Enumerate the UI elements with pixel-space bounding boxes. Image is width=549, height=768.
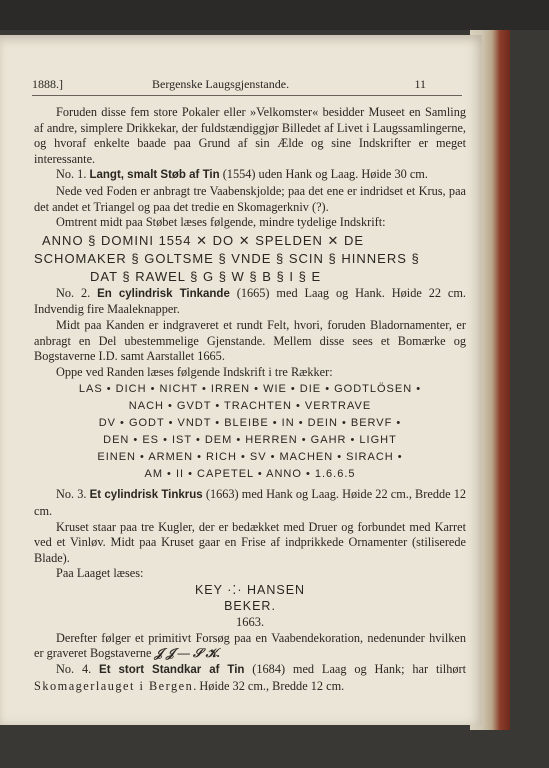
paragraph-shields: Nede ved Foden er anbragt tre Vaabenskjolde; paa det ene er indridset et Krus, paa det andet et Triangel og paa det tredie en Skomagerkniv (?). bbox=[34, 183, 466, 214]
paragraph-mug-description: Kruset staar paa tre Kugler, der er bedækket med Druer og forbundet med Karret ved et Vinløv. Midt paa Kruset gaar en Frise af indprikkede Ornamenter (stiliserede Blade). bbox=[34, 519, 466, 565]
item-4-title: Et stort Standkar af Tin bbox=[99, 664, 245, 677]
item-1-number: No. 1. bbox=[56, 167, 87, 182]
paragraph-rim-inscription-intro: Oppe ved Randen læses følgende Indskrift i tre Rækker: bbox=[56, 364, 333, 379]
paragraph-lid-intro: Paa Laaget læses: bbox=[56, 566, 144, 581]
inscription-3-line-3: 1663. bbox=[235, 614, 265, 629]
item-3-title: Et cylindrisk Tinkrus bbox=[89, 489, 203, 502]
inscription-1-line-3: DAT § RAWEL § G § W § B § I § E bbox=[90, 268, 322, 284]
item-4-details-b: . Høide 32 cm., Bredde 12 cm. bbox=[193, 678, 345, 693]
page-header bbox=[32, 77, 462, 96]
book-page bbox=[0, 35, 482, 725]
item-4-guild: Skomagerlauget i Bergen bbox=[34, 678, 194, 693]
inscription-3-line-2: BEKER. bbox=[224, 598, 276, 613]
item-3-number: No. 3. bbox=[56, 487, 87, 502]
page-content bbox=[34, 105, 466, 694]
inscription-1-line-2: SCHOMAKER § GOLTSME § VNDE § SCIN § HINNERS § bbox=[34, 250, 420, 266]
item-1-heading bbox=[34, 167, 466, 184]
item-2-title: En cylindrisk Tinkande bbox=[97, 287, 230, 300]
inscription-2-line-3: DV • GODT • VNDT • BLEIBE • IN • DEIN • BERVF • bbox=[98, 417, 402, 430]
item-1-details: (1554) uden Hank og Laag. Høide 30 cm. bbox=[219, 167, 428, 182]
item-4-heading bbox=[34, 662, 466, 694]
item-2-number: No. 2. bbox=[56, 285, 91, 300]
item-4-details-a: (1684) med Laag og Hank; har tilhørt bbox=[244, 662, 466, 677]
inscription-2-line-4: DEN • ES • IST • DEM • HERREN • GAHR • LIGHT bbox=[103, 434, 397, 447]
paragraph-inscription-intro: Omtrent midt paa Støbet læses følgende, mindre tydelige Indskrift: bbox=[56, 215, 386, 230]
item-3-heading bbox=[34, 487, 466, 519]
item-1-title: Langt, smalt Støb af Tin bbox=[89, 169, 220, 182]
header-title: Bergenske Laugsgjenstande. bbox=[152, 77, 290, 91]
page-number: 11 bbox=[414, 77, 426, 91]
decoration-text: Derefter følger et primitivt Forsøg paa en Vaabendekoration, nedenunder hvilken er graveret Bogstaverne bbox=[34, 630, 466, 661]
inscription-3-line-1: KEY ·⁚· HANSEN bbox=[194, 582, 306, 597]
paragraph-intro: Foruden disse fem store Pokaler eller »Velkomster« besidder Museet en Samling af andre, simplere Drikkekar, der fuldstændiggjør Billedet af Livet i Laugssamlingerne, og hvoraf enkelte baade paa Grund af sin Ælde og sine Indskrifter er meget interessante. bbox=[34, 105, 466, 166]
inscription-2-line-1: LAS • DICH • NICHT • IRREN • WIE • DIE • GODTLÖSEN • bbox=[78, 383, 422, 396]
item-2-heading bbox=[34, 286, 466, 318]
inscription-1-line-1: ANNO § DOMINI 1554 ✕ DO ✕ SPELDEN ✕ DE bbox=[42, 232, 365, 248]
item-2-details: (1665) med Laag og Hank. Høide 22 cm. Indvendig fire Maaleknapper. bbox=[34, 285, 467, 317]
item-4-number: No. 4. bbox=[56, 662, 92, 677]
paragraph-decoration bbox=[34, 631, 466, 662]
inscription-2-line-2: NACH • GVDT • TRACHTEN • VERTRAVE bbox=[128, 400, 372, 413]
item-3-details: (1663) med Hank og Laag. Høide 22 cm., Bredde 12 cm. bbox=[34, 487, 467, 518]
engraved-initials: 𝒥 𝒥 — 𝒮 𝒦. bbox=[154, 646, 221, 661]
inscription-2-line-6: AM • II • CAPETEL • ANNO • 1.6.6.5 bbox=[144, 468, 356, 481]
paragraph-engraving: Midt paa Kanden er indgraveret et rundt Felt, hvori, foruden Bladornamenter, er anbragt en Del ubestemmelige Gjenstande. Mellem disse sees et Bomærke og Bogstaverne I.D. samt Aarstallet 1665. bbox=[34, 317, 466, 364]
inscription-2-line-5: EINEN • ARMEN • RICH • SV • MACHEN • SIRACH • bbox=[97, 451, 403, 464]
header-year: 1888.] bbox=[32, 77, 63, 91]
